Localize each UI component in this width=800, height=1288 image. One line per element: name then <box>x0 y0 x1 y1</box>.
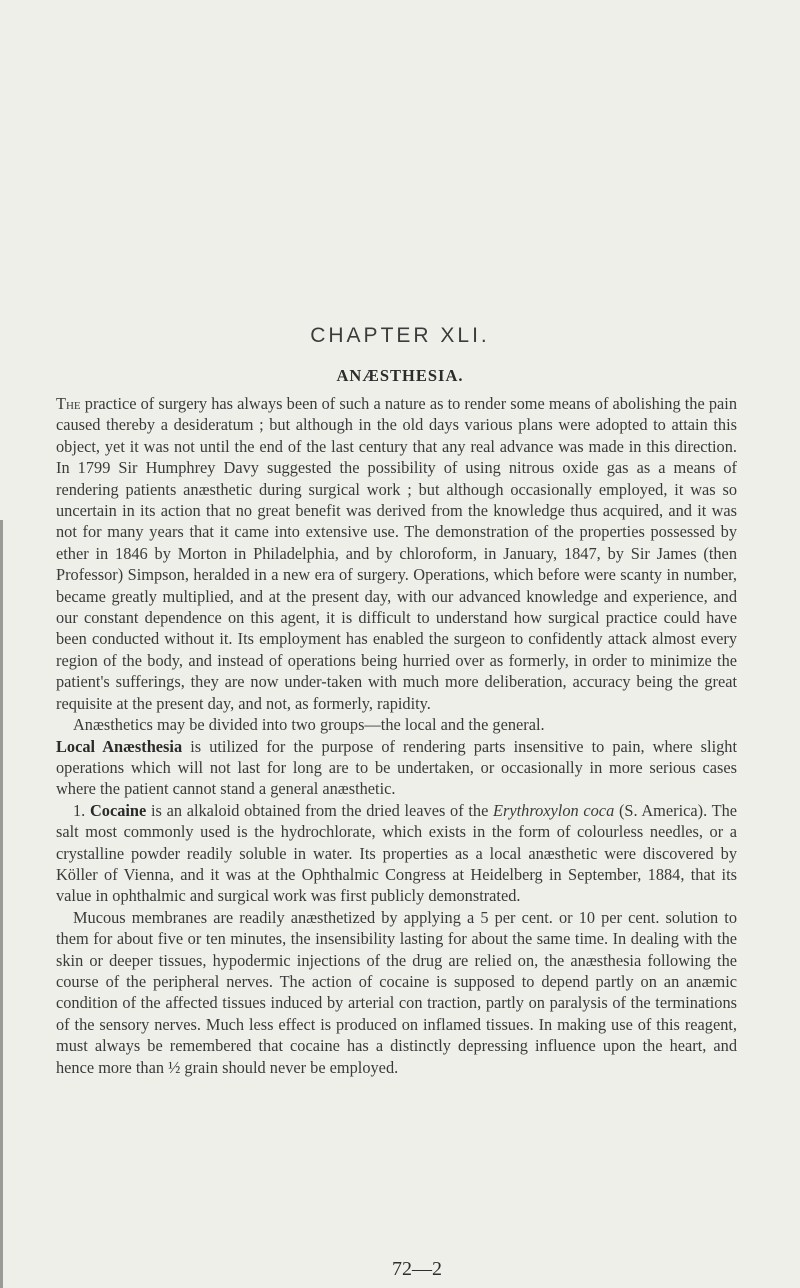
page-binding-edge <box>0 520 3 1288</box>
paragraph-history <box>56 393 737 714</box>
paragraph-local-anaesthesia <box>56 736 737 800</box>
paragraph-text: Mucous membranes are readily anæsthetized by applying a 5 per cent. or 10 per cent. solution to them for about five or ten minutes, the insensibility lasting for about the same time. In dealing with the skin or deeper tissues, hypodermic injections of the drug are relied on, the anæsthesia following the course of the peripheral nerves. The action of cocaine is supposed to depend partly on an anæmic condition of the affected tissues induced by arterial con traction, partly on paralysis of the terminations of the sensory nerves. Much less effect is produced on inflamed tissues. In making use of this reagent, must always be remembered that cocaine has a distinctly depressing influence upon the heart, and hence more than ½ grain should never be employed. <box>56 907 737 1077</box>
section-term: Local Anæsthesia <box>56 736 183 756</box>
paragraph-text: practice of surgery has always been of such a nature as to render some means of abolishing the pain caused thereby a desideratum ; but although in the old days various plans were adopted to attain this object, yet it was not until the end of the last century that any real advance was made in this direction. In 1799 Sir Humphrey Davy suggested the possibility of using nitrous oxide gas as a means of rendering patients anæsthetic during surgical work ; but although occasionally employed, it was so uncertain in its action that no great benefit was derived from the knowledge thus acquired, and it was not for many years that it came into extensive use. The demonstration of the properties possessed by ether in 1846 by Morton in Philadelphia, and by chloroform, in January, 1847, by Sir James (then Professor) Simpson, heralded in a new era of surgery. Operations, which before were scanty in number, became greatly multiplied, and at the present day, with our advanced knowledge and experience, and our constant dependence on this agent, it is difficult to understand how surgical practice could have been conducted without it. Its employment has enabled the surgeon to confidently attack almost every region of the body, and instead of operations being hurried over as formerly, in order to minimize the patient's sufferings, they are now under-taken with much more deliberation, accuracy being the great requisite at the present day, and not, as formerly, rapidity. <box>56 394 737 713</box>
paragraph-groups <box>56 714 737 735</box>
paragraph-cocaine <box>56 800 737 907</box>
chapter-title: ANÆSTHESIA. <box>336 366 464 385</box>
signature-mark: 72—2 <box>392 1258 442 1280</box>
paragraph-mucous-membranes <box>56 907 737 1078</box>
paragraph-text: is utilized for the purpose of rendering parts insensitive to pain, where slight operations which will not last for long are to be undertaken, or occasionally in more serious cases where the patient cannot stand a general anæsthetic. <box>56 736 738 799</box>
section-term: Cocaine <box>89 800 147 820</box>
chapter-heading: CHAPTER XLI. <box>310 324 490 347</box>
paragraph-text: (S. America). The salt most commonly used is the hydrochlorate, which exists in the form of colourless needles, or a crystalline powder readily soluble in water. Its properties as a local anæsthetic were discovered by Köller of Vienna, and it was at the Ophthalmic Congress at Heidelberg in September, 1884, that its value in ophthalmic and surgical work was first publicly demonstrated. <box>56 800 737 906</box>
paragraph-text: is an alkaloid obtained from the dried leaves of the <box>146 800 494 820</box>
paragraph-lead-word: The <box>56 394 81 413</box>
body-text <box>56 393 737 1078</box>
item-number: 1. <box>73 800 90 820</box>
species-name: Erythroxylon coca <box>493 800 615 820</box>
paragraph-text: Anæsthetics may be divided into two groups—the local and the general. <box>73 715 545 735</box>
